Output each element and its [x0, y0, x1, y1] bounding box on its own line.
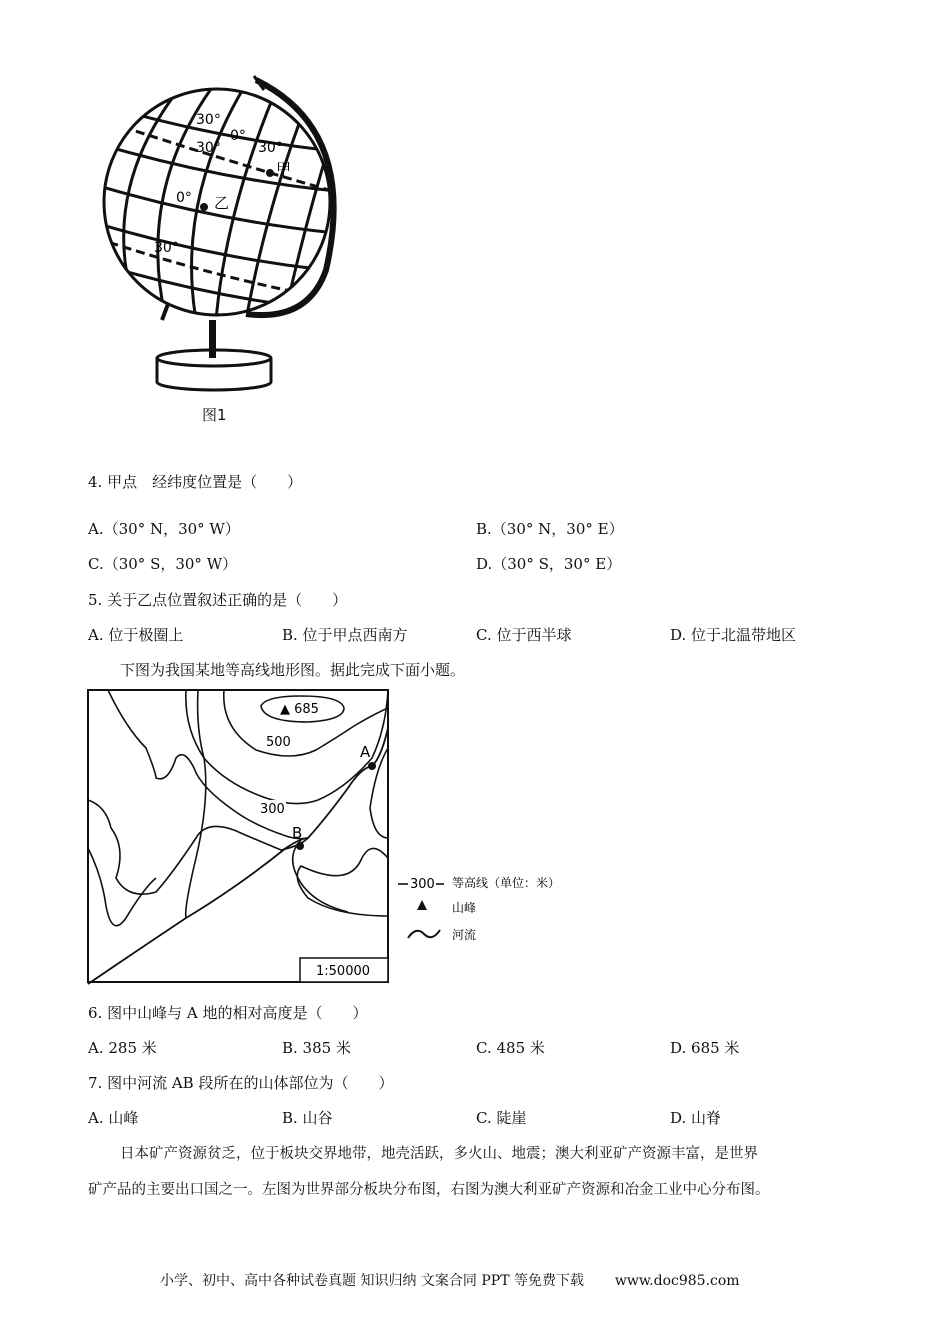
figure1-caption: 图1 — [202, 406, 227, 424]
q4-option-a[interactable]: A.（30° N，30° W） — [88, 520, 240, 538]
q4-option-c[interactable]: C.（30° S，30° W） — [88, 555, 238, 573]
legend-contour-label: 等高线（单位：米） — [452, 876, 561, 890]
peak-label: ▲ 685 — [280, 702, 319, 717]
contour-map — [86, 688, 566, 988]
footer-text: 小学、初中、高中各种试卷真题 知识归纳 文案合同 PPT 等免费下载 — [160, 1273, 584, 1289]
label-lat30-mid: 30° — [196, 140, 221, 156]
q6-stem: 6. 图中山峰与 A 地的相对高度是（ ） — [88, 1004, 368, 1022]
contour-label-300: 300 — [260, 802, 285, 817]
q6-option-c[interactable]: C. 485 米 — [476, 1039, 545, 1057]
q5-option-a[interactable]: A. 位于极圈上 — [88, 626, 184, 644]
intro-japan-line1: 日本矿产资源贫乏，位于板块交界地带，地壳活跃，多火山、地震；澳大利亚矿产资源丰富，是世界 — [120, 1146, 758, 1162]
label-lon0: 0° — [230, 128, 246, 144]
q6-option-a[interactable]: A. 285 米 — [88, 1039, 157, 1057]
label-lon30: 30° — [258, 140, 283, 156]
q7-stem: 7. 图中河流 AB 段所在的山体部位为（ ） — [88, 1074, 394, 1092]
point-a-label: A — [360, 743, 371, 761]
footer — [160, 1270, 740, 1290]
q4-stem: 4. 甲点 经纬度位置是（ ） — [88, 473, 303, 491]
map-scale: 1:50000 — [316, 964, 371, 979]
q4-option-b[interactable]: B.（30° N，30° E） — [476, 520, 624, 538]
q7-option-d[interactable]: D. 山脊 — [670, 1109, 722, 1127]
q7-option-a[interactable]: A. 山峰 — [88, 1109, 139, 1127]
point-b-label: B — [292, 824, 303, 842]
label-point-jia: 甲 — [276, 160, 292, 178]
legend-peak-label: 山峰 — [452, 901, 477, 915]
intro-contour: 下图为我国某地等高线地形图。据此完成下面小题。 — [120, 661, 466, 679]
q4-option-d[interactable]: D.（30° S，30° E） — [476, 555, 622, 573]
contour-label-500: 500 — [266, 735, 291, 750]
label-eq0: 0° — [176, 190, 192, 206]
q5-option-c[interactable]: C. 位于西半球 — [476, 626, 572, 644]
q6-option-b[interactable]: B. 385 米 — [282, 1039, 351, 1057]
globe-figure — [96, 70, 346, 400]
label-point-yi: 乙 — [214, 194, 230, 212]
river-icon — [408, 930, 440, 938]
peak-icon — [417, 900, 427, 910]
intro-japan-line2: 矿产品的主要出口国之一。左图为世界部分板块分布图，右图为澳大利亚矿产资源和冶金工业中心分布图。 — [88, 1182, 770, 1198]
label-lat30-bottom: 30° — [154, 240, 179, 256]
q6-option-d[interactable]: D. 685 米 — [670, 1039, 740, 1057]
q5-stem: 5. 关于乙点位置叙述正确的是（ ） — [88, 591, 348, 609]
label-lat30-top: 30° — [196, 112, 221, 128]
q7-option-b[interactable]: B. 山谷 — [282, 1109, 333, 1127]
q5-option-d[interactable]: D. 位于北温带地区 — [670, 626, 797, 644]
q5-option-b[interactable]: B. 位于甲点西南方 — [282, 626, 408, 644]
footer-url[interactable]: www.doc985.com — [614, 1273, 740, 1289]
q7-option-c[interactable]: C. 陡崖 — [476, 1109, 527, 1127]
legend-contour-sample: 300 — [410, 877, 435, 892]
legend-river-label: 河流 — [452, 928, 477, 942]
